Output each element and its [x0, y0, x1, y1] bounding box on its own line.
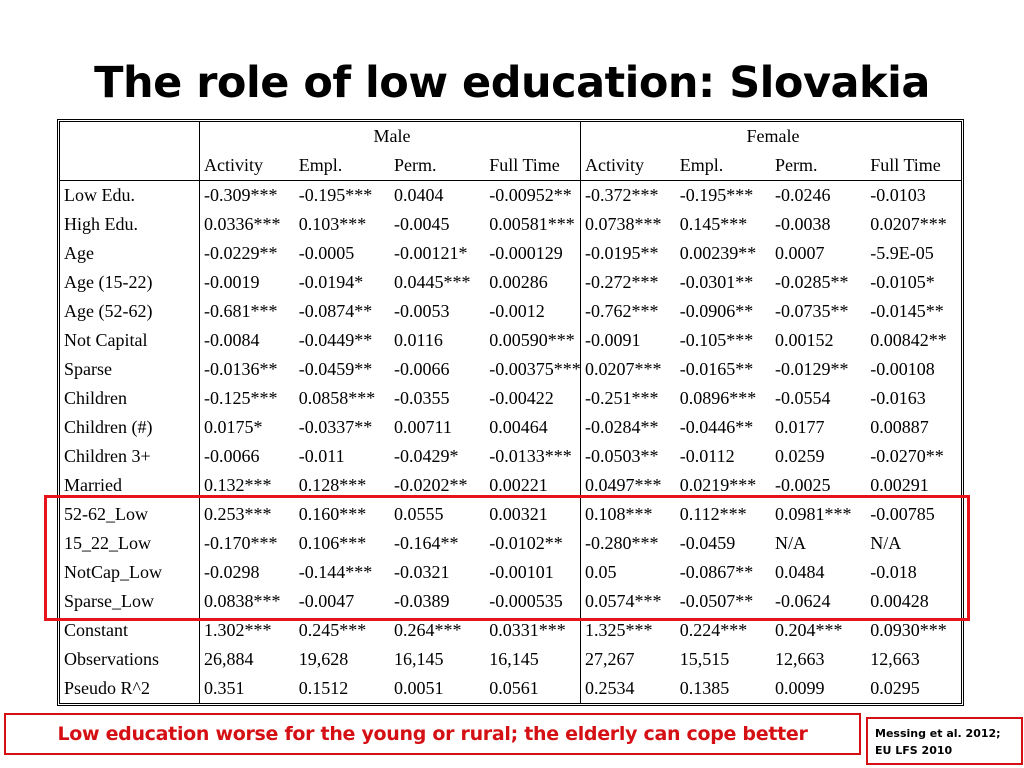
- table-cell: -0.00121*: [394, 243, 468, 263]
- table-cell: -0.00101: [489, 562, 554, 582]
- table-row: [60, 239, 962, 268]
- row-label: 52-62_Low: [64, 504, 148, 524]
- table-cell: -0.0246: [771, 181, 866, 211]
- table-cell: 0.0896***: [679, 388, 757, 408]
- table-cell: 0.204***: [775, 620, 843, 640]
- table-cell: -0.762***: [581, 297, 676, 326]
- table-row: [60, 326, 962, 355]
- table-cell: 0.0555: [394, 504, 444, 524]
- table-cell: 0.0177: [775, 417, 825, 437]
- table-cell: 0.00152: [775, 330, 834, 350]
- column-header: Perm.: [775, 155, 818, 175]
- table-cell: 0.112***: [679, 504, 747, 524]
- table-cell: -0.0163: [870, 388, 926, 408]
- table-body: [60, 181, 962, 704]
- table-cell: -0.0084: [200, 326, 295, 355]
- table-cell: 0.0295: [870, 678, 920, 698]
- table-cell: 0.160***: [298, 504, 367, 524]
- table-cell: 0.0574***: [581, 587, 676, 616]
- table-row: [60, 355, 962, 384]
- table-row: [60, 210, 962, 239]
- table-cell: 0.00221: [489, 475, 548, 495]
- slide-title: The role of low education: Slovakia: [94, 58, 930, 108]
- table-cell: -0.0298: [200, 558, 295, 587]
- table-cell: -0.0195**: [581, 239, 676, 268]
- table-cell: 0.0497***: [581, 471, 676, 500]
- table-row: [60, 529, 962, 558]
- table-row: [60, 500, 962, 529]
- row-label: Age (52-62): [64, 301, 153, 321]
- table-cell: -0.0229**: [200, 239, 295, 268]
- table-cell: -0.0136**: [200, 355, 295, 384]
- table-cell: 0.132***: [200, 471, 295, 500]
- table-cell: -0.0066: [394, 359, 450, 379]
- table-cell: -0.0047: [298, 591, 355, 611]
- table-cell: 0.0051: [394, 678, 444, 698]
- table-cell: 0.0007: [775, 243, 825, 263]
- column-header: Perm.: [394, 155, 437, 175]
- table-cell: 0.351: [200, 674, 295, 704]
- row-label: Children 3+: [64, 446, 151, 466]
- table-cell: -0.00952**: [485, 181, 580, 211]
- column-header: Activity: [200, 150, 295, 181]
- table-cell: -0.0284**: [581, 413, 676, 442]
- table-cell: -0.0091: [581, 326, 676, 355]
- key-finding-text: Low education worse for the young or rural; the elderly can cope better: [57, 723, 808, 745]
- column-header: Full Time: [489, 155, 560, 175]
- table-row: [60, 268, 962, 297]
- table-cell: -0.0321: [394, 562, 450, 582]
- key-finding-box: [4, 713, 861, 755]
- table-cell: -0.0446**: [679, 417, 754, 437]
- table-cell: 0.0858***: [298, 388, 376, 408]
- table-cell: -0.0867**: [679, 562, 754, 582]
- table-cell: -0.0045: [394, 214, 450, 234]
- table-cell: 0.00711: [394, 417, 452, 437]
- table-cell: -0.0103: [866, 181, 961, 211]
- table-cell: 1.302***: [200, 616, 295, 645]
- table-cell: -0.681***: [200, 297, 295, 326]
- table-cell: -0.0012: [489, 301, 545, 321]
- regression-table: [59, 121, 962, 704]
- table-cell: -0.144***: [298, 562, 373, 582]
- table-cell: 0.0738***: [581, 210, 676, 239]
- table-cell: -0.0202**: [394, 475, 468, 495]
- table-cell: 0.0445***: [394, 272, 471, 292]
- table-cell: 0.00291: [870, 475, 929, 495]
- row-label: Not Capital: [64, 330, 148, 350]
- table-cell: 0.00887: [870, 417, 929, 437]
- row-label: Children (#): [64, 417, 153, 437]
- table-cell: -0.018: [870, 562, 917, 582]
- table-cell: -0.125***: [200, 384, 295, 413]
- table-cell: 0.0116: [394, 330, 443, 350]
- table-cell: 0.103***: [298, 214, 367, 234]
- column-header-row: [60, 150, 962, 181]
- table-cell: -0.0053: [394, 301, 450, 321]
- table-cell: -0.0874**: [298, 301, 373, 321]
- table-cell: -0.0459: [679, 533, 736, 553]
- group-header-male: Male: [200, 122, 581, 151]
- table-row: [60, 384, 962, 413]
- corner-cell: [60, 122, 200, 151]
- table-cell: -5.9E-05: [870, 243, 934, 263]
- table-cell: -0.0038: [775, 214, 831, 234]
- table-cell: 0.245***: [298, 620, 367, 640]
- table-cell: 0.108***: [581, 500, 676, 529]
- table-cell: 0.128***: [298, 475, 367, 495]
- table-cell: -0.0129**: [775, 359, 849, 379]
- table-cell: -0.0624: [775, 591, 831, 611]
- table-cell: -0.0337**: [298, 417, 373, 437]
- table-row: [60, 297, 962, 326]
- table-cell: 0.0259: [775, 446, 825, 466]
- table-cell: -0.272***: [581, 268, 676, 297]
- citation-line: EU LFS 2010: [875, 744, 953, 757]
- table-cell: 0.0838***: [200, 587, 295, 616]
- table-cell: 0.264***: [394, 620, 462, 640]
- table-row: [60, 558, 962, 587]
- table-cell: -0.309***: [200, 181, 295, 211]
- table-row: [60, 674, 962, 704]
- table-cell: 0.0099: [775, 678, 825, 698]
- table-cell: -0.0389: [394, 591, 450, 611]
- row-label: Sparse: [64, 359, 112, 379]
- table-cell: 19,628: [298, 649, 349, 669]
- table-cell: -0.000129: [489, 243, 563, 263]
- table-cell: -0.0194*: [298, 272, 364, 292]
- row-label: Children: [64, 388, 127, 408]
- table-cell: 0.0207***: [581, 355, 676, 384]
- table-cell: -0.0112: [679, 446, 735, 466]
- row-label: Age: [64, 243, 94, 263]
- table-row: [60, 616, 962, 645]
- table-cell: -0.0906**: [679, 301, 754, 321]
- group-header-row: [60, 122, 962, 151]
- table-cell: 0.0561: [489, 678, 539, 698]
- column-header: Empl.: [298, 155, 343, 175]
- table-cell: 0.00581***: [489, 214, 575, 234]
- column-header: Activity: [581, 150, 676, 181]
- table-cell: 27,267: [581, 645, 676, 674]
- table-cell: 0.1512: [298, 678, 349, 698]
- citation-line: Messing et al. 2012;: [875, 727, 1001, 740]
- row-label: High Edu.: [64, 214, 138, 234]
- table-row: [60, 181, 962, 211]
- table-cell: 0.00842**: [870, 330, 947, 350]
- row-label: Constant: [64, 620, 129, 640]
- table-cell: 0.0484: [775, 562, 825, 582]
- table-cell: N/A: [775, 533, 806, 553]
- table-cell: 0.0207***: [870, 214, 947, 234]
- table-cell: -0.00375***: [489, 359, 581, 379]
- row-label: Pseudo R^2: [64, 678, 150, 698]
- row-label: Low Edu.: [60, 181, 200, 211]
- table-row: [60, 587, 962, 616]
- table-cell: -0.0285**: [775, 272, 849, 292]
- table-cell: -0.0735**: [775, 301, 849, 321]
- column-header-variable: [60, 150, 200, 181]
- table-cell: -0.0133***: [489, 446, 572, 466]
- table-cell: -0.0429*: [394, 446, 459, 466]
- table-cell: -0.0301**: [679, 272, 754, 292]
- table-row: [60, 413, 962, 442]
- table-cell: 0.0331***: [489, 620, 566, 640]
- table-cell: -0.280***: [581, 529, 676, 558]
- row-label: Observations: [64, 649, 159, 669]
- table-row: [60, 442, 962, 471]
- table-cell: -0.0102**: [489, 533, 563, 553]
- table-cell: -0.00785: [870, 504, 935, 524]
- table-cell: 0.00239**: [679, 243, 757, 263]
- table-cell: -0.170***: [200, 529, 295, 558]
- column-header: Full Time: [870, 155, 941, 175]
- row-label: Age (15-22): [64, 272, 153, 292]
- column-header: Empl.: [679, 155, 724, 175]
- table-cell: 0.00286: [489, 272, 548, 292]
- table-cell: -0.0554: [775, 388, 831, 408]
- table-cell: N/A: [870, 533, 902, 553]
- row-label: Sparse_Low: [64, 591, 154, 611]
- table-cell: 0.1385: [679, 678, 730, 698]
- table-cell: -0.0019: [200, 268, 295, 297]
- table-cell: -0.0145**: [870, 301, 944, 321]
- table-cell: -0.00422: [489, 388, 554, 408]
- table-cell: 15,515: [679, 649, 730, 669]
- table-cell: -0.372***: [581, 181, 676, 211]
- table-cell: -0.0105*: [870, 272, 935, 292]
- table-cell: -0.0025: [775, 475, 831, 495]
- table-cell: -0.105***: [679, 330, 754, 350]
- table-cell: 16,145: [394, 649, 444, 669]
- table-cell: -0.0503**: [581, 442, 676, 471]
- table-cell: 0.00321: [489, 504, 548, 524]
- table-cell: 0.0981***: [775, 504, 852, 524]
- table-row: [60, 471, 962, 500]
- table-cell: -0.0507**: [679, 591, 754, 611]
- table-cell: 0.145***: [679, 214, 748, 234]
- table-row: [60, 645, 962, 674]
- table-cell: -0.00108: [870, 359, 935, 379]
- table-cell: -0.195***: [676, 181, 771, 211]
- table-cell: -0.0066: [200, 442, 295, 471]
- table-cell: 0.0175*: [200, 413, 295, 442]
- table-cell: 0.00464: [489, 417, 548, 437]
- table-cell: 0.05: [581, 558, 676, 587]
- table-cell: -0.011: [298, 446, 345, 466]
- table-cell: 12,663: [870, 649, 920, 669]
- table-cell: 0.106***: [298, 533, 367, 553]
- table-cell: -0.164**: [394, 533, 459, 553]
- table-cell: -0.0355: [394, 388, 450, 408]
- table-cell: 0.0404: [390, 181, 485, 211]
- row-label: NotCap_Low: [64, 562, 162, 582]
- table-cell: 26,884: [200, 645, 295, 674]
- table-cell: 0.00590***: [489, 330, 575, 350]
- table-cell: 0.0219***: [679, 475, 757, 495]
- table-cell: 0.253***: [200, 500, 295, 529]
- table-cell: 0.2534: [581, 674, 676, 704]
- row-label: 15_22_Low: [64, 533, 151, 553]
- citation-box: [866, 717, 1023, 765]
- table-cell: 0.224***: [679, 620, 748, 640]
- row-label: Married: [64, 475, 122, 495]
- table-cell: -0.0270**: [870, 446, 944, 466]
- table-cell: 0.0930***: [870, 620, 947, 640]
- group-header-female: Female: [581, 122, 962, 151]
- table-cell: 16,145: [489, 649, 539, 669]
- table-cell: 0.00428: [870, 591, 929, 611]
- table-cell: -0.0005: [298, 243, 355, 263]
- table-cell: -0.0449**: [298, 330, 373, 350]
- table-cell: -0.000535: [489, 591, 563, 611]
- table-cell: -0.0459**: [298, 359, 373, 379]
- table-cell: 1.325***: [581, 616, 676, 645]
- table-cell: 0.0336***: [200, 210, 295, 239]
- table-cell: 12,663: [775, 649, 825, 669]
- table-cell: -0.195***: [295, 181, 390, 211]
- table-cell: -0.0165**: [679, 359, 754, 379]
- table-cell: -0.251***: [581, 384, 676, 413]
